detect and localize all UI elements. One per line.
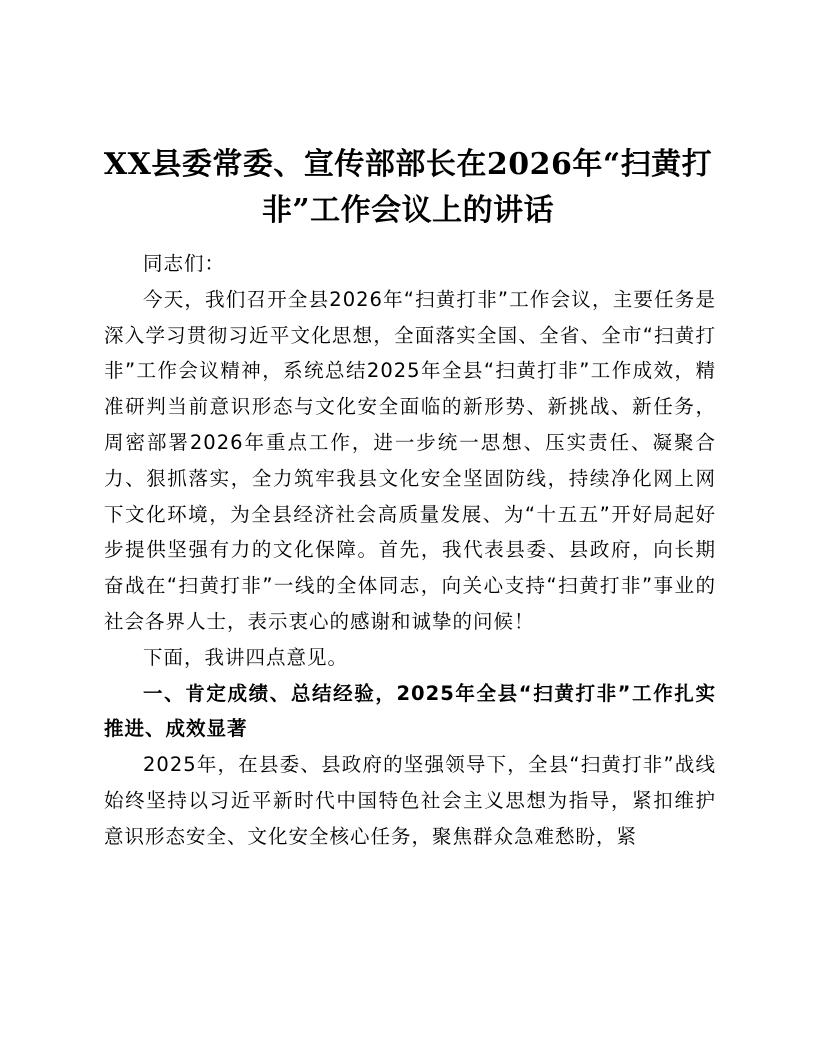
salutation: 同志们： — [143, 252, 226, 275]
document-title: XX县委常委、宣传部部长在2026年“扫黄打非”工作会议上的讲话 — [103, 147, 713, 228]
paragraph-outline: 下面，我讲四点意见。 — [143, 645, 349, 669]
paragraph-intro: 今天，我们召开全县2026年“扫黄打非”工作会议，主要任务是深入学习贯彻习近平文化思想，全面落实全国、全省、全市“扫黄打非”工作会议精神，系统总结2025年全县“扫黄打非”工作成效，精准研判当前意识形态与文化安全面临的新形势、新挑战、新任务，周密部署2026年重点工作，进一步统一思想、压实责任、凝聚合力、狠抓落实，全力筑牢我县文化安全坚固防线，持续净化网上网下文化环境，为全县经济社会高质量发展、为“十五五”开好局起好步提供坚强有力的文化保障。首先，我代表县委、县政府，向长期奋战在“扫黄打非”一线的全体同志，向关心支持“扫黄打非”事业的社会各界人士，表示衷心的感谢和诚挚的问候！ — [104, 287, 716, 633]
section-heading-1: 一、肯定成绩、总结经验，2025年全县“扫黄打非”工作扎实推进、成效显著 — [104, 681, 716, 741]
document-body — [104, 246, 716, 855]
section-1-paragraph: 2025年，在县委、县政府的坚强领导下，全县“扫黄打非”战线始终坚持以习近平新时代中国特色社会主义思想为指导，紧扣维护意识形态安全、文化安全核心任务，聚焦群众急难愁盼，紧 — [104, 753, 716, 848]
